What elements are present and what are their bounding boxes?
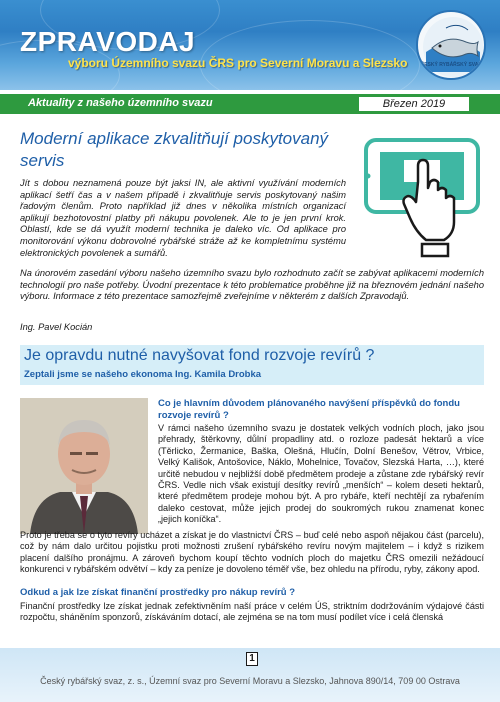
article1-title: Moderní aplikace zkvalitňují poskytovaný servis: [20, 129, 329, 170]
interview-answer: Finanční prostředky lze získat jednak zefektivněním naší práce v celém ÚS, striktním dodržováním výdajové části rozpočtu, sháněním sponzorů, získáváním dotací, ale zejména se na tom musí podílet více i celá členská: [20, 601, 484, 623]
interview-answer: Proto je třeba se o tyto revíry ucházet a získat je do vlastnictví ČRS – buď celé nebo aspoň nějakou část (parcelu), což by nám dalo určitou pojistku proti možnosti zrušení rybářského revíru novým majitelem – i když s rizikem placení dalšího pronájmu. A zároveň bychom koupí těchto vodních ploch do majetku ČRS omezili nežádoucí konkurenci v rybářském odvětví – kdy za peníze je dovoleno téměř vše, bez ohledu na přírodu, ryby, zákony apod.: [20, 530, 484, 575]
section-label: Aktuality z našeho územního svazu: [28, 97, 213, 109]
logo-text: ČESKÝ RYBÁŘSKÝ SVAZ: [420, 62, 482, 68]
hand-touch-tablet-icon: [360, 126, 484, 258]
water-ripple: [200, 20, 420, 90]
newsletter-title: ZPRAVODAJ: [20, 26, 196, 57]
page-number: 1: [246, 652, 258, 666]
section-bar: [0, 94, 500, 114]
article2-subtitle: Zeptali jsme se našeho ekonoma Ing. Kamila Drobka: [24, 369, 262, 380]
article1-paragraph: Jít s dobou neznamená pouze být jaksi IN, ale aktivní využívání moderních aplikací šetří čas a v našem případě i zkvalitňuje servis poskytovaný našim řadovým členům. Proto například již dnes v několika místních organizací aplikují bezhotovostní platby při nákupu povolenek. Ale to je jen první krok. Oblastí, kde se dá využít moderní technika je daleko víc. Od aplikace pro monitorování výkonu dobrovolné rybářské stráže až ke kompletnímu systému elektronických povolenek a sumářů.: [20, 178, 346, 258]
article2-title: Je opravdu nutné navyšovat fond rozvoje revírů ?: [24, 347, 375, 364]
interview-question: Odkud a jak lze získat finanční prostředky pro nákup revírů ?: [20, 587, 296, 598]
union-logo: [416, 10, 486, 80]
page-footer: [0, 648, 500, 702]
masthead: [0, 0, 500, 90]
interviewee-photo: [20, 398, 148, 534]
interview-question: Co je hlavním důvodem plánovaného navýšení příspěvků do fondu rozvoje revírů ?: [158, 398, 460, 421]
article1-paragraph: Na únorovém zasedání výboru našeho územního svazu bylo rozhodnuto začít se zabývat aplikacemi moderních technologií pro naše potřeby. Úvodní prezentace k této problematice proběhne již na březnovém jednání našeho výboru. Informace z této prezentace samozřejmě zveřejníme v některém z dalších Zpravodajů.: [20, 268, 484, 302]
footer-address: Český rybářský svaz, z. s., Územní svaz pro Severní Moravu a Slezsko, Jahnova 890/14, 709 00 Ostrava: [40, 676, 460, 686]
issue-date: Březen 2019: [358, 96, 470, 112]
article2-banner: [20, 345, 484, 385]
interview-answer: V rámci našeho územního svazu je dostatek velkých vodních ploch, jako jsou přehrady, štěrkovny, důlní propadliny atd. o rozloze padesát hektarů a více (Těrlicko, Žermanice, Baška, Olešná, Hlučín, Dolní Benešov, Větrov, Vrbice, Velký Kališok, Antošovice, Náklo, Mohelnice, Tovačov, Slezská Harta, …), které určitě nebudou v nejbližší době předmětem prodeje a zůstane zde rybářský revír ČRS. Vedle nich však existují desítky revírů „menších“ – kolem deseti hektarů, které předmětem prodeje mohou být. A pro rybáře, kteří nechtějí za rybařením daleko cestovat, může jejich prodej do soukromých rukou znamenat konec „jejich koníčka“.: [158, 423, 484, 525]
newsletter-subtitle: výboru Územního svazu ČRS pro Severní Moravu a Slezsko: [68, 56, 408, 70]
portrait-icon: [20, 398, 148, 534]
article1-author: Ing. Pavel Kocián: [20, 322, 93, 332]
fish-logo-icon: [418, 12, 486, 80]
